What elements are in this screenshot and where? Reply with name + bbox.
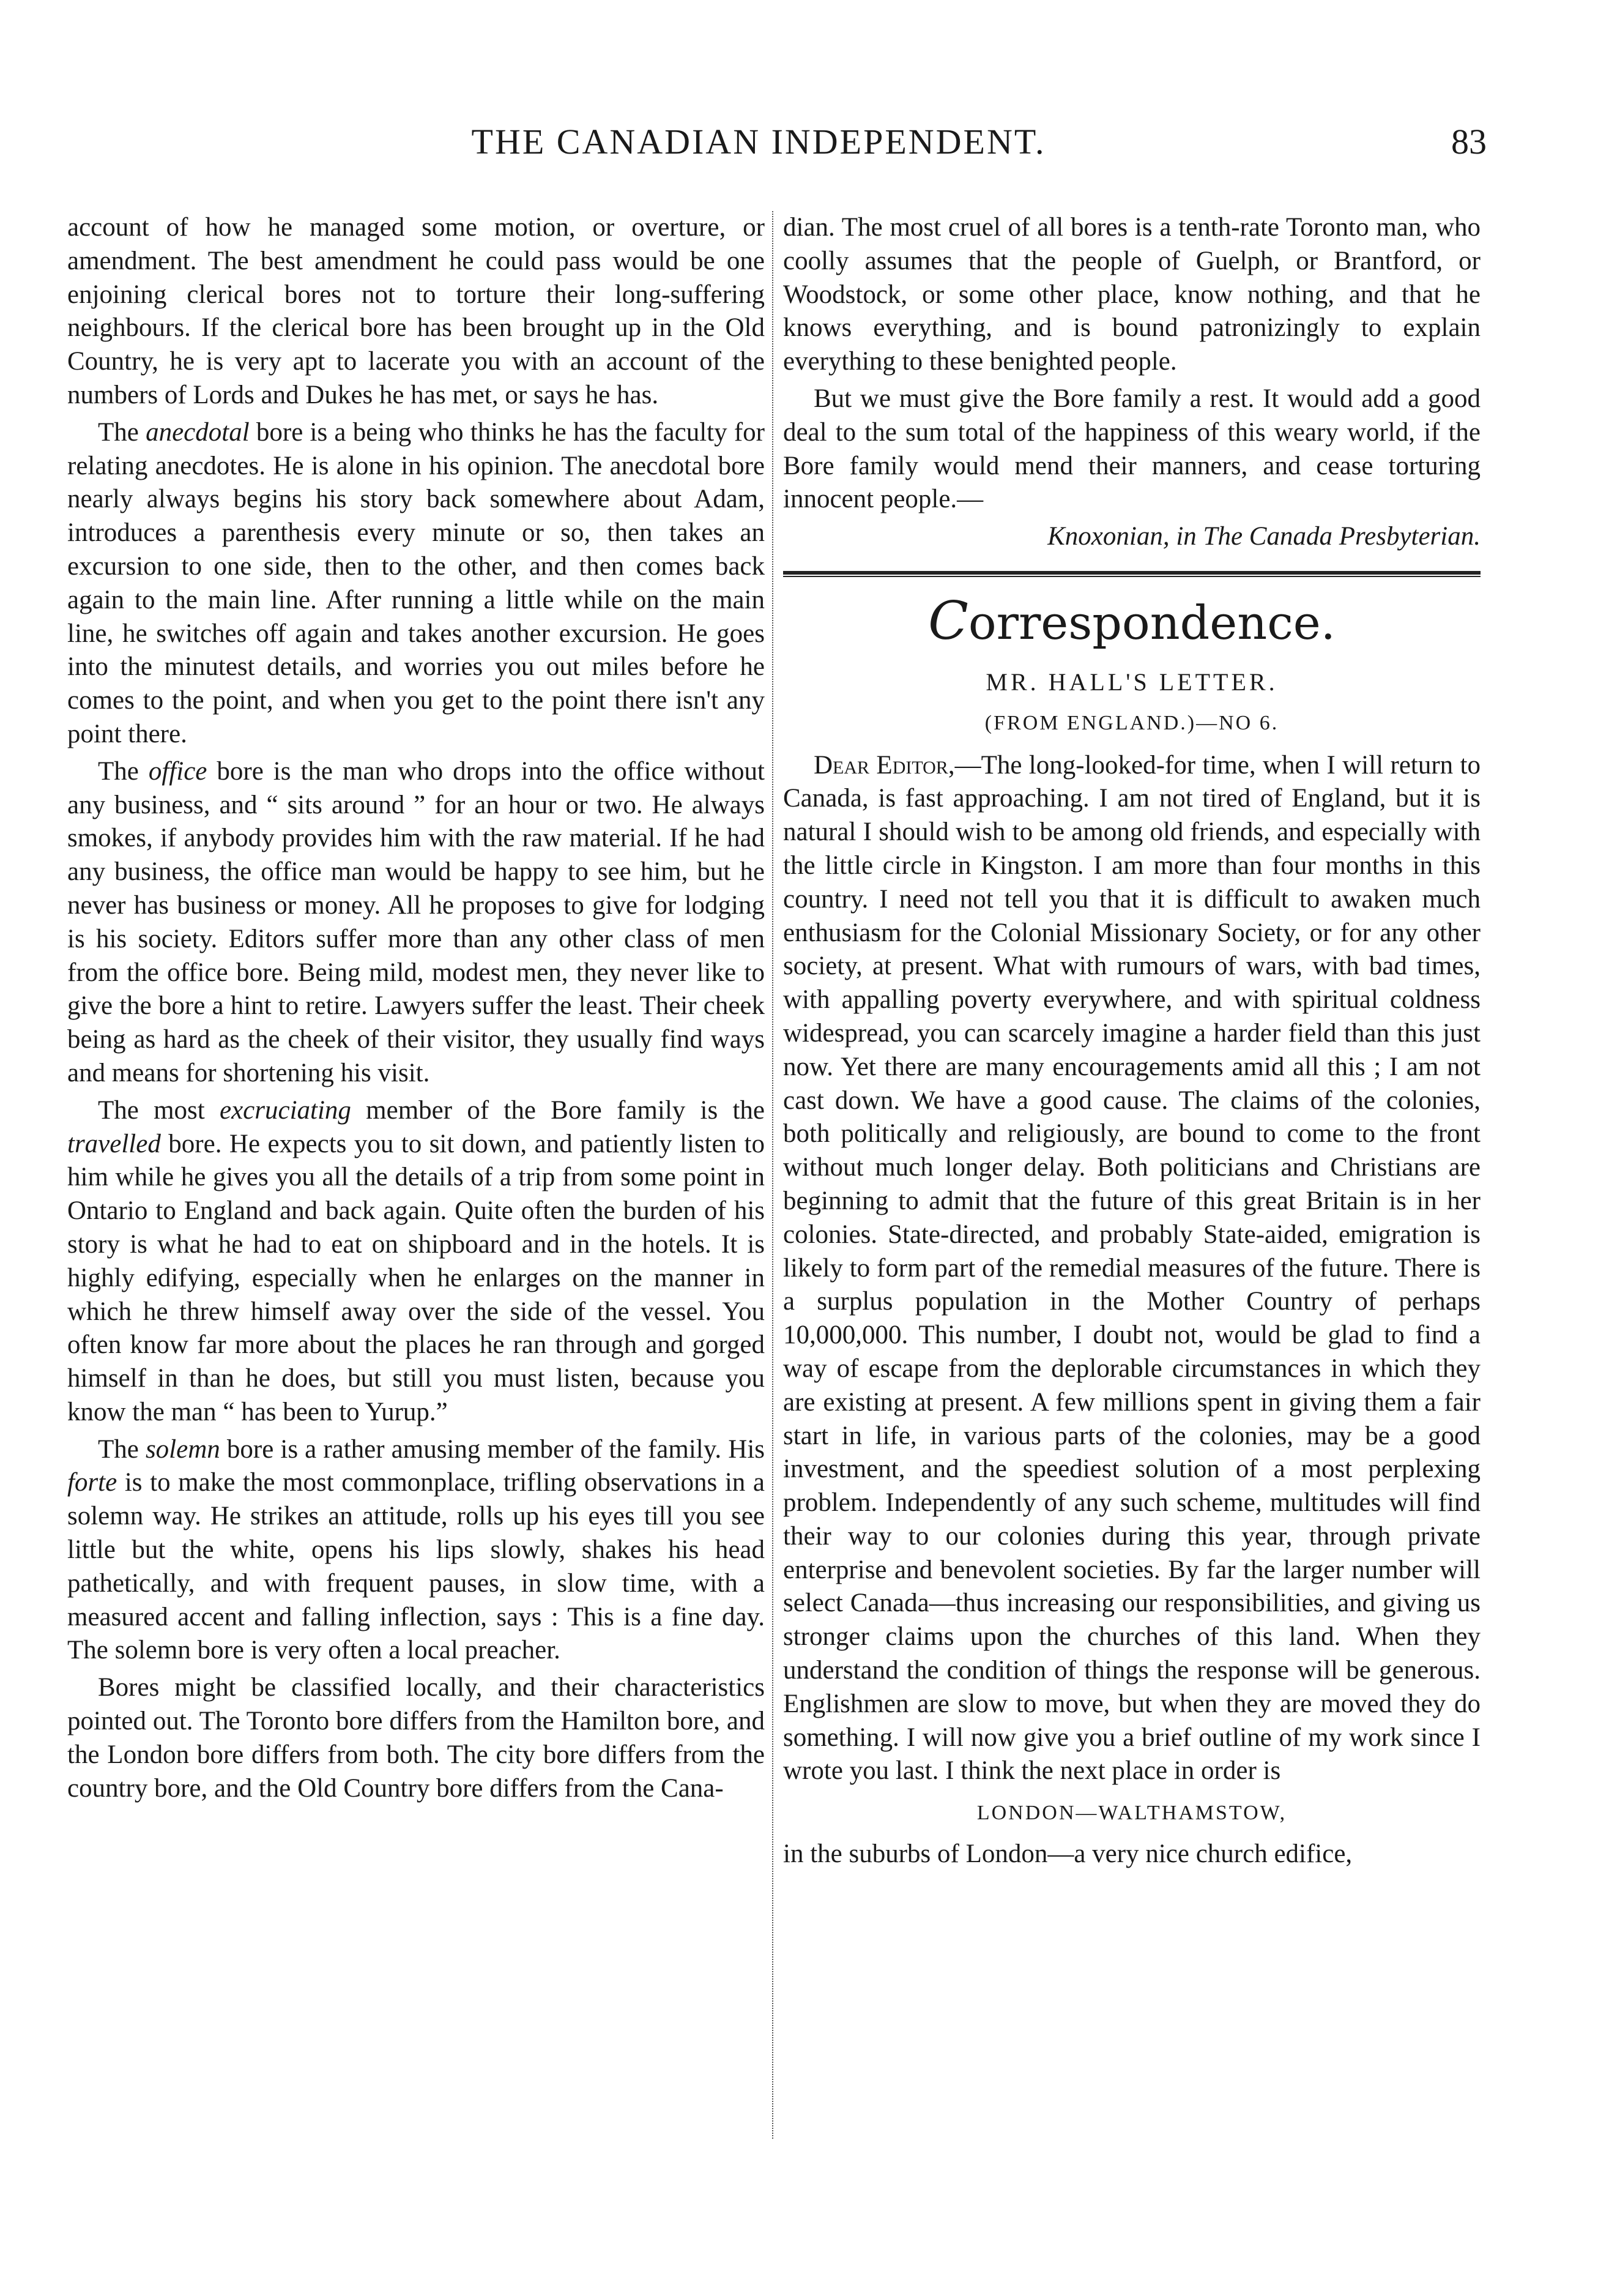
emphasis-office: office	[148, 756, 207, 786]
text-run: The	[98, 417, 146, 447]
emphasis-forte: forte	[67, 1468, 117, 1497]
letter-paragraph-continued: in the suburbs of London—a very nice church edifice,	[783, 1839, 1353, 1869]
letter-title: MR. HALL'S LETTER.	[986, 668, 1278, 696]
paragraph-clerical-bore: account of how he managed some motion, or overture, or amendment. The best amendment he could pass would be one enjoining clerical bores not to torture their long-suffering neighbours. If the clerical bore has been brought up in the Old Country, he is very apt to lacerate you with an account of the numbers of Lords and Dukes he has met, or says he has.	[67, 213, 765, 409]
section-rule-thin	[783, 576, 1481, 577]
section-heading-text: orrespondence.	[968, 595, 1336, 650]
text-run: The	[98, 1434, 146, 1464]
emphasis-anecdotal: anecdotal	[146, 417, 250, 447]
emphasis-excruciating: excruciating	[220, 1095, 351, 1125]
right-column	[783, 211, 1481, 1875]
place-heading: LONDON—WALTHAMSTOW,	[976, 1802, 1287, 1825]
text-run: is to make the most commonplace, trifling observations in a solemn way. He strikes an attitude, rolls up his eyes till you see little but the white, opens his lips slowly, shakes his head pathetically, and with frequent pauses, in slow time, with a measured accent and falling inflection, says : This is a fine day. The solemn bore is very often a local preacher.	[67, 1468, 765, 1665]
paragraph-travelled-bore	[67, 1094, 765, 1429]
paragraph-toronto-bore: dian. The most cruel of all bores is a tenth-rate Toronto man, who coolly assumes that the people of Guelph, or Brantford, or Woodstock, or some other place, know nothing, and that he knows everything, and is bound patronizingly to explain everything to these benighted people.	[783, 213, 1481, 376]
text-run: member of the Bore family is the	[351, 1095, 765, 1125]
text-run: The most	[98, 1095, 220, 1125]
column-divider	[772, 211, 773, 2139]
text-run: bore is the man who drops into the office without any business, and “ sits around ” for an hour or two. He always smokes, if anybody provides him with the raw material. If he had any business, the office man would be happy to see him, but he never has business or money. All he proposes to give for lodging is his society. Editors suffer more than any other class of men from the office bore. Being mild, modest men, they never like to give the bore a hint to retire. Lawyers suffer the least. Their cheek being as hard as the cheek of their visitor, they usually find ways and means for shortening his visit.	[67, 756, 765, 1087]
section-heading-correspondence	[783, 592, 1481, 652]
section-initial: C	[928, 590, 968, 652]
text-run: bore is a rather amusing member of the family. His	[220, 1434, 765, 1464]
emphasis-solemn: solemn	[145, 1434, 220, 1464]
paragraph-office-bore	[67, 755, 765, 1090]
article-signature: Knoxonian, in The Canada Presbyterian.	[1047, 522, 1481, 551]
paragraph-solemn-bore	[67, 1433, 765, 1668]
running-title: THE CANADIAN INDEPENDENT.	[471, 122, 1046, 162]
page-number: 83	[1451, 122, 1487, 162]
letter-subtitle: (FROM ENGLAND.)—NO 6.	[984, 711, 1279, 734]
text-run: bore is a being who thinks he has the faculty for relating anecdotes. He is alone in his opinion. The anecdotal bore nearly always begins his story back somewhere about Adam, introduces a parenthesis every minute or so, then takes an excursion to one side, then to the other, and then comes back again to the main line. After running a little while on the main line, he switches off again and takes another excursion. He goes into the minutest details, and worries you out miles before he comes to the point, and when you get to the point there isn't any point there.	[67, 417, 765, 748]
text-run: —The long-looked-for time, when I will return to Canada, is fast approaching. I am not tired of England, but it is natural I should wish to be among old friends, and especially with the little circle in Kingston. I am more than four months in this country. I need not tell you that it is difficult to awaken much enthusiasm for the Colonial Missionary Society, or for any other society, at present. What with rumours of wars, with bad times, with appalling poverty everywhere, and with spiritual coldness widespread, you can scarcely imagine a harder field than this just now. Yet there are many encouragements amid all this ; I am not cast down. We have a good cause. The claims of the colonies, both politically and religiously, are bound to come to the front without much longer delay. Both politicians and Christians are beginning to admit that the future of this great Britain is in her colonies. State-directed, and probably State-aided, emigration is likely to form part of the remedial measures of the future. There is a surplus population in the Mother Country of perhaps 10,000,000. This number, I doubt not, would be glad to find a way of escape from the deplorable circumstances in which they are existing at present. A few millions spent in giving them a fair start in life, in various parts of the colonies, may be a good investment, and the speediest solution of a most perplexing problem. Independently of any such scheme, multitudes will find their way to our colonies during this year, through private enterprise and benevolent societies. By far the larger number will select Canada—thus increasing our responsibilities, and giving us stronger claims upon the churches of this land. When they understand the condition of things the response will be generous. Englishmen are slow to move, but when they are moved they do something. I will now give you a brief outline of my work since I wrote you last. I think the next place in order is	[783, 750, 1481, 1786]
letter-paragraph	[783, 749, 1481, 1789]
paragraph-anecdotal-bore	[67, 416, 765, 751]
paragraph-bore-rest: But we must give the Bore family a rest. It would add a good deal to the sum total of the happiness of this weary world, if the Bore family would mend their manners, and cease torturing innocent people.—	[783, 384, 1481, 514]
section-rule-thick	[783, 571, 1481, 575]
paragraph-local-bores: Bores might be classified locally, and their characteristics pointed out. The Toronto bore differs from the Hamilton bore, and the London bore differs from both. The city bore differs from the country bore, and the Old Country bore differs from the Cana-	[67, 1673, 765, 1803]
salutation: Dear Editor,	[814, 750, 955, 780]
left-column	[67, 211, 765, 1809]
emphasis-travelled: travelled	[67, 1129, 161, 1158]
text-run: bore. He expects you to sit down, and patiently listen to him while he gives you all the details of a trip from some point in Ontario to England and back again. Quite often the burden of his story is what he had to eat on shipboard and in the hotels. It is highly edifying, especially when he enlarges on the manner in which he threw himself away over the side of the vessel. You often know far more about the places he ran through and gorged himself in than he does, but still you must listen, because you know the man “ has been to Yurup.”	[67, 1129, 765, 1426]
text-run: The	[98, 756, 149, 786]
page-header	[31, 116, 1487, 171]
